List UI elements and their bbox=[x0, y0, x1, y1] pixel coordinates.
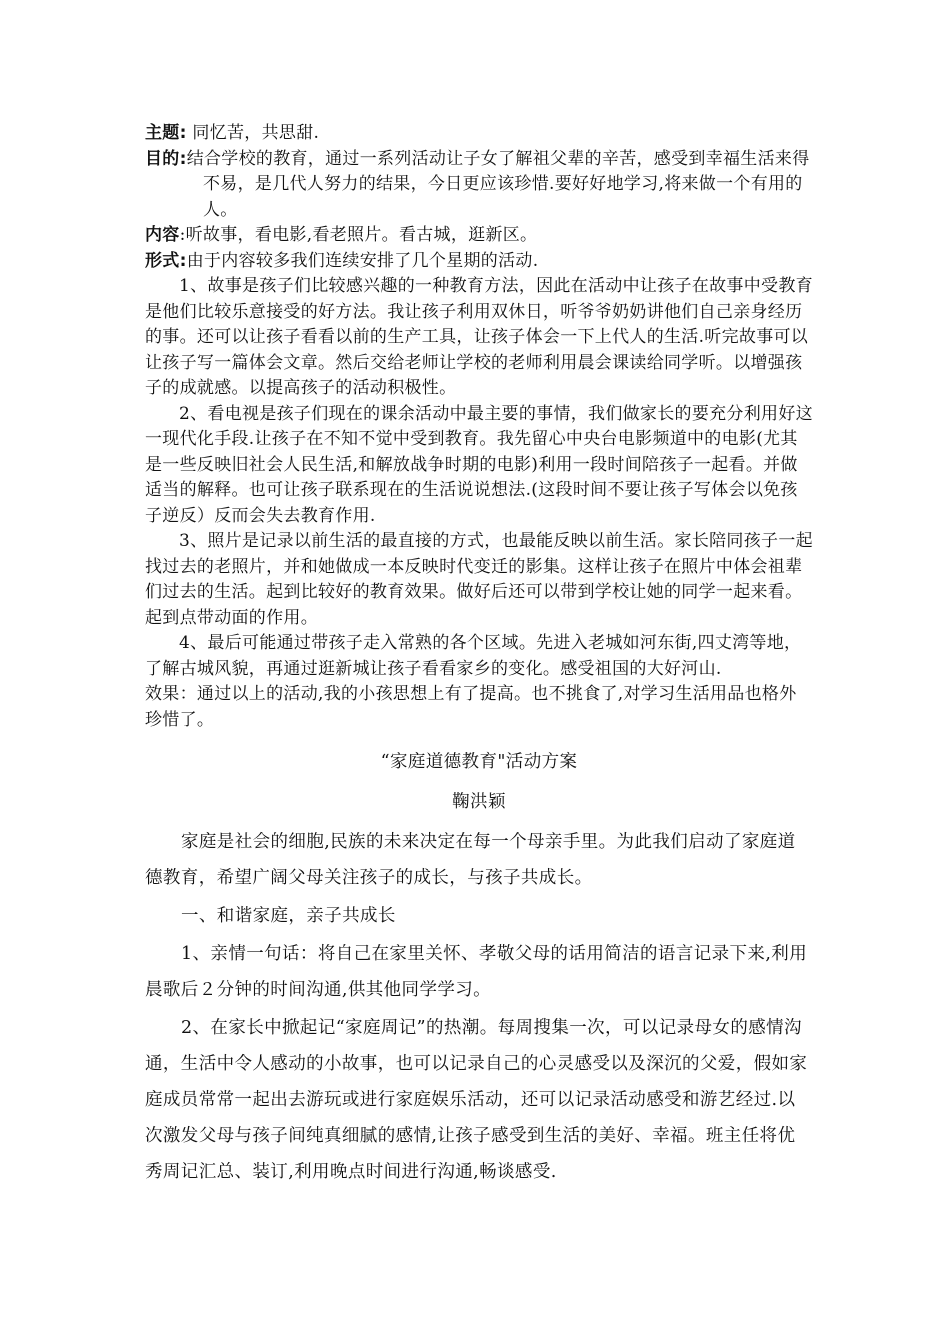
theme-label: 主题: bbox=[145, 123, 187, 143]
paragraph-city-tour: 4、最后可能通过带孩子走入常熟的各个区域。先进入老城如河东街,四丈湾等地，了解古城风貌，再通过逛新城让孩子看看家乡的变化。感受祖国的大好河山. bbox=[145, 633, 802, 679]
theme-text: 同忆苦，共思甜. bbox=[186, 123, 320, 143]
form-text: 由于内容较多我们连续安排了几个星期的活动. bbox=[186, 250, 539, 271]
intro-paragraph: 家庭是社会的细胞,民族的未来决定在每一个母亲手里。为此我们启动了家庭道德教育，希望广阔父母关注孩子的成长，与孩子共成长。 bbox=[145, 832, 796, 888]
author-name: 鞠洪颖 bbox=[452, 792, 506, 812]
item-family-journal: 2、在家长中掀起记“家庭周记”的热潮。每周搜集一次，可以记录母女的感情沟通，生活中令人感动的小故事，也可以记录自己的心灵感受以及深沉的父爱，假如家庭成员常常一起出去游玩或进行家庭娱乐活动，还可以记录活动感受和游艺经过.以次激发父母与孩子间纯真细腻的感情,让孩子感受到生活的美好、幸福。班主任将优秀周记汇总、装订,利用晚点时间进行沟通,畅谈感受. bbox=[145, 1018, 808, 1182]
plan-title: “家庭道德教育"活动方案 bbox=[380, 752, 578, 772]
goal-text: 结合学校的教育，通过一系列活动让子女了解祖父辈的辛苦，感受到幸福生活来得不易，是几代人努力的结果，今日更应该珍惜.要好好地学习,将来做一个有用的人。 bbox=[186, 148, 810, 220]
theme-line bbox=[145, 121, 813, 147]
paragraph-movies: 2、看电视是孩子们现在的课余活动中最主要的事情，我们做家长的要充分利用好这一现代化手段.让孩子在不知不觉中受到教育。我先留心中央台电影频道中的电影(尤其是一些反映旧社会人民生活,和解放战争时期的电影)利用一段时间陪孩子一起看。并做适当的解释。也可让孩子联系现在的生活说说想法.(这段时间不要让孩子写体会以免孩子逆反）反而会失去教育作用. bbox=[145, 403, 813, 526]
form-line bbox=[145, 249, 813, 275]
content-line bbox=[145, 223, 813, 249]
form-label: 形式: bbox=[145, 250, 187, 271]
paragraph-photos: 3、照片是记录以前生活的最直接的方式，也最能反映以前生活。家长陪同孩子一起找过去的老照片，并和她做成一本反映时代变迁的影集。这样让孩子在照片中体会祖辈们过去的生活。起到比较好的教育效果。做好后还可以带到学校让她的同学一起来看。起到点带动面的作用。 bbox=[145, 531, 813, 628]
content-label: 内容 bbox=[145, 225, 180, 245]
item-family-quote: 1、亲情一句话：将自己在家里关怀、孝敬父母的话用简洁的语言记录下来,利用晨歌后２分钟的时间沟通,供其他同学学习。 bbox=[145, 944, 808, 1000]
content-text: :听故事，看电影,看老照片。看古城，逛新区。 bbox=[179, 225, 538, 245]
paragraph-story: 1、故事是孩子们比较感兴趣的一种教育方法，因此在活动中让孩子在故事中受教育是他们比较乐意接受的好方法。我让孩子利用双休日，听爷爷奶奶讲他们自己亲身经历的事。还可以让孩子看看以前的生产工具，让孩子体会一下上代人的生活.听完故事可以让孩子写一篇体会文章。然后交给老师让学校的老师利用晨会课读给同学听。以增强孩子的成就感。以提高孩子的活动积极性。 bbox=[145, 276, 813, 398]
effect-line: 效果：通过以上的活动,我的小孩思想上有了提高。也不挑食了,对学习生活用品也格外珍惜了。 bbox=[145, 684, 797, 730]
activity-plan-section bbox=[145, 121, 813, 733]
section-heading: 一、和谐家庭，亲子共成长 bbox=[181, 906, 396, 926]
goal-label: 目的: bbox=[145, 148, 187, 169]
goal-line bbox=[145, 147, 813, 224]
family-moral-education-section bbox=[145, 744, 813, 1190]
